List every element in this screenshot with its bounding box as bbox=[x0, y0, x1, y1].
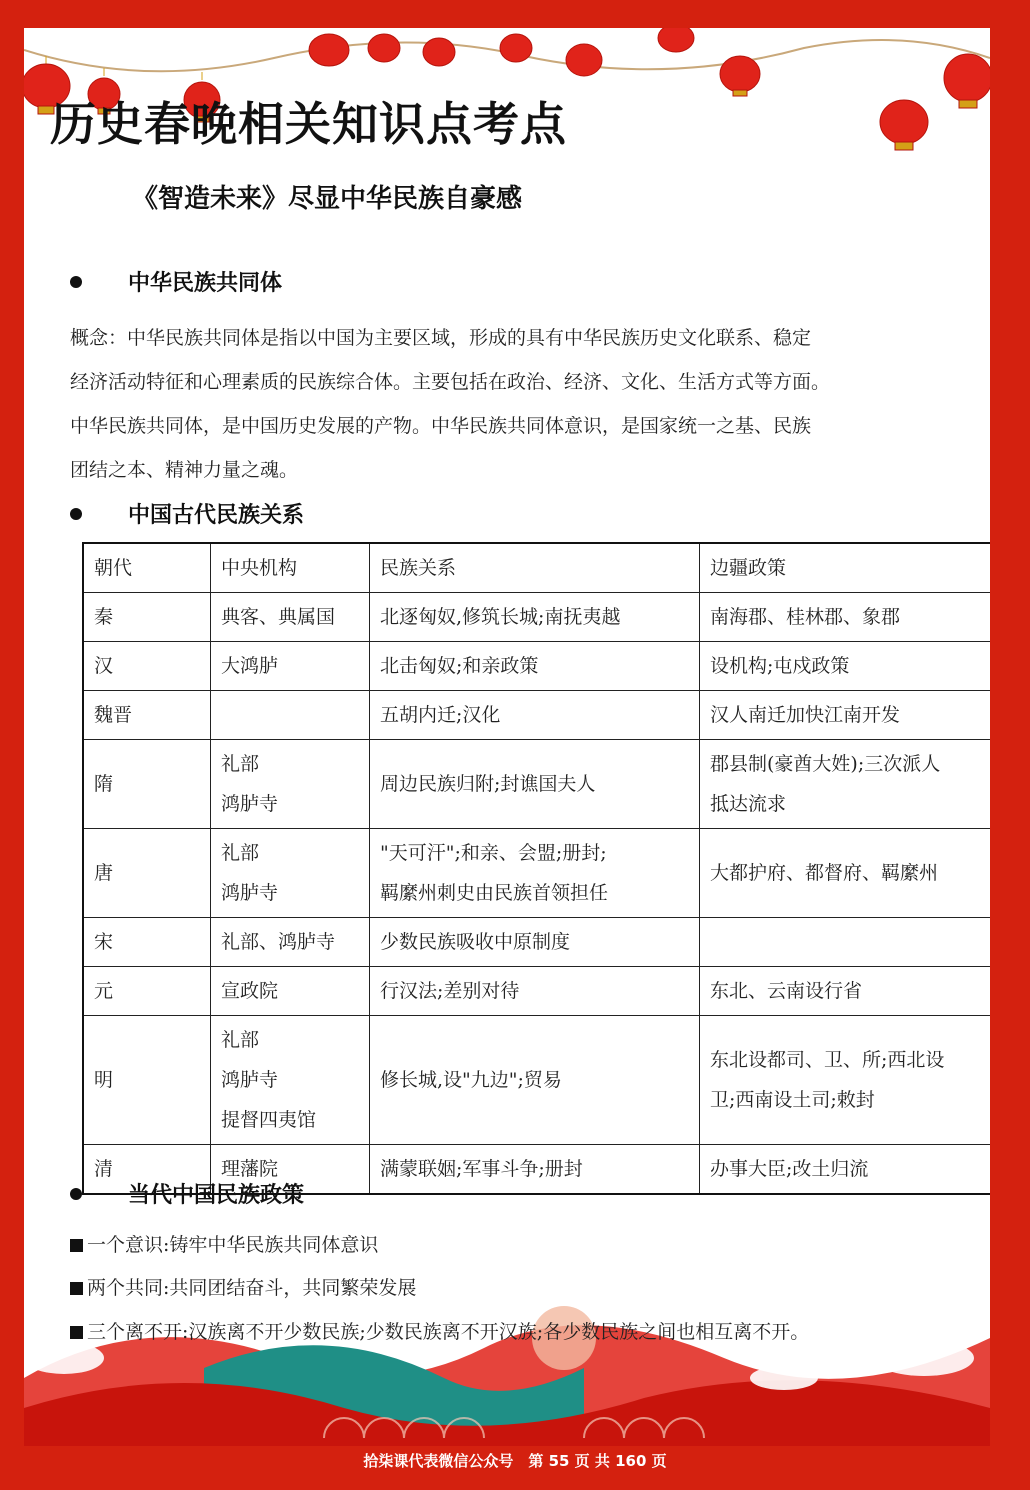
table-row bbox=[83, 1016, 990, 1145]
lantern-icon bbox=[658, 28, 694, 52]
lantern-icon bbox=[944, 54, 990, 108]
table-row bbox=[83, 642, 990, 691]
concept-paragraph: 概念：中华民族共同体是指以中国为主要区域，形成的具有中华民族历史文化联系、稳定 经济活动特征和心理素质的民族综合体。主要包括在政治、经济、文化、生活方式等方面。 中华民族共同体，是中国历史发展的产物。中华民族共同体意识，是国家统一之基、民族 团结之本、精神力量之魂。 bbox=[70, 327, 831, 481]
table-row bbox=[83, 593, 990, 642]
policy-item: 三个离不开:汉族离不开少数民族;少数民族离不开汉族;各少数民族之间也相互离不开。 bbox=[70, 1317, 809, 1344]
document-sheet bbox=[24, 28, 990, 1446]
lantern-icon bbox=[309, 34, 349, 66]
table-row bbox=[83, 918, 990, 967]
table-row bbox=[83, 967, 990, 1016]
table-row bbox=[83, 740, 990, 829]
agency-cell: 礼部 鸿胪寺 bbox=[211, 740, 370, 829]
header-cell: 边疆政策 bbox=[700, 543, 991, 593]
header-cell: 民族关系 bbox=[370, 543, 700, 593]
bullet-icon bbox=[70, 1188, 82, 1200]
policy-cell: 大都护府、都督府、羁縻州 bbox=[700, 829, 991, 918]
relation-cell: "天可汗";和亲、会盟;册封; 羁縻州刺史由民族首领担任 bbox=[370, 829, 700, 918]
relation-cell: 修长城,设"九边";贸易 bbox=[370, 1016, 700, 1145]
policy-cell: 郡县制(豪酋大姓);三次派人 抵达流求 bbox=[700, 740, 991, 829]
ethnic-relations-table bbox=[82, 542, 990, 1195]
dynasty-cell: 元 bbox=[83, 967, 211, 1016]
agency-cell: 理藩院 bbox=[211, 1145, 370, 1195]
policy-cell: 南海郡、桂林郡、象郡 bbox=[700, 593, 991, 642]
relation-cell: 少数民族吸收中原制度 bbox=[370, 918, 700, 967]
page-title: 历史春晚相关知识点考点 bbox=[50, 97, 567, 151]
header-cell: 中央机构 bbox=[211, 543, 370, 593]
policy-cell: 东北、云南设行省 bbox=[700, 967, 991, 1016]
policy-cell bbox=[700, 918, 991, 967]
header-cell: 朝代 bbox=[83, 543, 211, 593]
agency-cell: 礼部 鸿胪寺 提督四夷馆 bbox=[211, 1016, 370, 1145]
lantern-icon bbox=[720, 56, 760, 96]
agency-cell: 礼部、鸿胪寺 bbox=[211, 918, 370, 967]
table-header-row bbox=[83, 543, 990, 593]
page-footer: 拾柒课代表微信公众号 第 55 页 共 160 页 bbox=[363, 1452, 667, 1470]
section-heading-ancient-relations: 中国古代民族关系 bbox=[70, 498, 304, 529]
dynasty-cell: 宋 bbox=[83, 918, 211, 967]
policy-item: 一个意识:铸牢中华民族共同体意识 bbox=[70, 1230, 378, 1257]
table-row bbox=[83, 691, 990, 740]
policy-cell: 东北设都司、卫、所;西北设 卫;西南设土司;敕封 bbox=[700, 1016, 991, 1145]
dynasty-cell: 隋 bbox=[83, 740, 211, 829]
dynasty-cell: 清 bbox=[83, 1145, 211, 1195]
relation-cell: 北击匈奴;和亲政策 bbox=[370, 642, 700, 691]
lantern-icon bbox=[368, 34, 400, 62]
dynasty-cell: 魏晋 bbox=[83, 691, 211, 740]
bullet-icon bbox=[70, 508, 82, 520]
relation-cell: 行汉法;差别对待 bbox=[370, 967, 700, 1016]
lantern-icon bbox=[500, 34, 532, 62]
section-heading-community: 中华民族共同体 bbox=[70, 266, 282, 297]
policy-item: 两个共同:共同团结奋斗，共同繁荣发展 bbox=[70, 1273, 416, 1300]
agency-cell: 礼部 鸿胪寺 bbox=[211, 829, 370, 918]
lantern-icon bbox=[566, 44, 602, 76]
relation-cell: 五胡内迁;汉化 bbox=[370, 691, 700, 740]
page-subtitle: 《智造未来》尽显中华民族自豪感 bbox=[132, 184, 523, 214]
relation-cell: 满蒙联姻;军事斗争;册封 bbox=[370, 1145, 700, 1195]
dynasty-cell: 唐 bbox=[83, 829, 211, 918]
policy-cell: 办事大臣;改土归流 bbox=[700, 1145, 991, 1195]
lantern-icon bbox=[423, 38, 455, 66]
dynasty-cell: 汉 bbox=[83, 642, 211, 691]
policy-cell: 汉人南迁加快江南开发 bbox=[700, 691, 991, 740]
agency-cell: 典客、典属国 bbox=[211, 593, 370, 642]
bullet-icon bbox=[70, 276, 82, 288]
dynasty-cell: 秦 bbox=[83, 593, 211, 642]
agency-cell bbox=[211, 691, 370, 740]
section-heading-current-policy: 当代中国民族政策 bbox=[70, 1178, 304, 1209]
square-bullet-icon bbox=[70, 1282, 83, 1295]
square-bullet-icon bbox=[70, 1326, 83, 1339]
lantern-icon bbox=[880, 100, 928, 150]
agency-cell: 大鸿胪 bbox=[211, 642, 370, 691]
agency-cell: 宣政院 bbox=[211, 967, 370, 1016]
relation-cell: 北逐匈奴,修筑长城;南抚夷越 bbox=[370, 593, 700, 642]
relation-cell: 周边民族归附;封谯国夫人 bbox=[370, 740, 700, 829]
policy-cell: 设机构;屯戍政策 bbox=[700, 642, 991, 691]
square-bullet-icon bbox=[70, 1239, 83, 1252]
dynasty-cell: 明 bbox=[83, 1016, 211, 1145]
table-row bbox=[83, 829, 990, 918]
